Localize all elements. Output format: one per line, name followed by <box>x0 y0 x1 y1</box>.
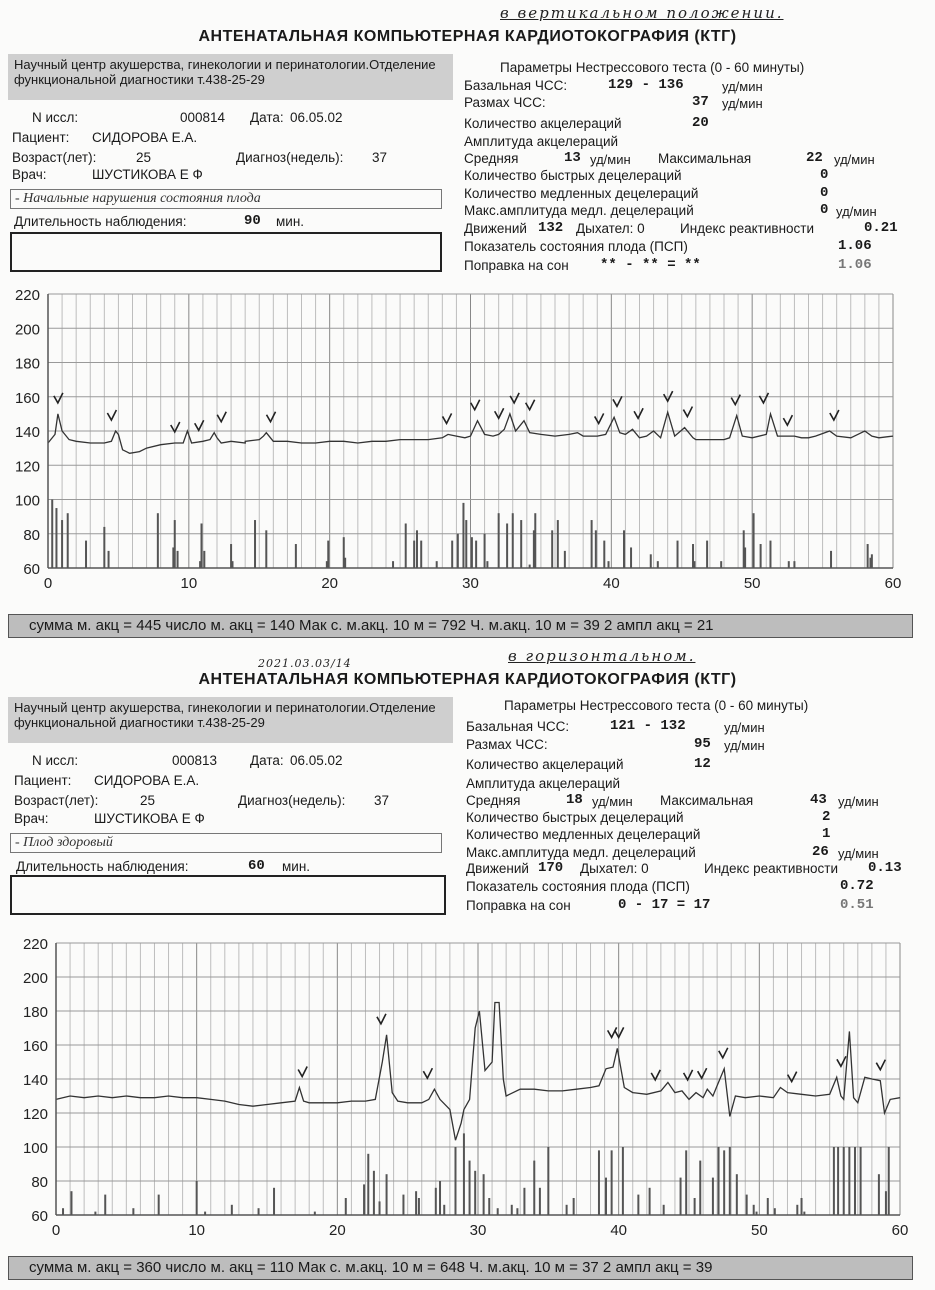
acceleration-mark <box>788 1072 797 1082</box>
max-slow-decel-label: Макс.амплитуда медл. децелераций <box>466 845 696 860</box>
slow-decel-label: Количество медленных децелераций <box>466 827 701 842</box>
basal-hr-label: Базальная ЧСС: <box>464 78 568 93</box>
psp-value: 0.72 <box>840 878 874 894</box>
acceleration-mark <box>217 412 226 422</box>
x-tick-label: 40 <box>602 575 620 592</box>
report-title: АНТЕНАТАЛЬНАЯ КОМПЬЮТЕРНАЯ КАРДИОТОКОГРАФИЯ (КТГ) <box>198 28 737 45</box>
summary-bar: сумма м. акц = 360 число м. акц = 110 Мак с. м.акц. 10 м = 648 Ч. м.акц. 10 м = 37 2 ампл акц = 39 <box>8 1256 913 1280</box>
acceleration-mark <box>107 410 116 420</box>
max-slow-decel-value: 26 <box>812 844 829 860</box>
reactivity-label: Индекс реактивности <box>680 221 815 236</box>
institution-block: Научный центр акушерства, гинекологии и перинатологии.Отделение функциональной диагностики т.438-25-29 <box>8 697 453 743</box>
basal-hr-unit: уд/мин <box>722 79 763 94</box>
fast-decel-value: 2 <box>822 809 831 825</box>
movements-label: Движений <box>466 861 529 876</box>
accel-count-label: Количество акцелераций <box>466 757 624 772</box>
doctor-name: ШУСТИКОВА Е Ф <box>92 167 203 182</box>
max-unit: уд/мин <box>834 152 875 167</box>
fast-decel-label: Количество быстрых децелераций <box>464 168 682 183</box>
max-value: 43 <box>810 792 827 808</box>
accel-count-label: Количество акцелераций <box>464 116 622 131</box>
x-tick-label: 10 <box>188 1222 206 1239</box>
mean-value: 18 <box>566 792 583 808</box>
y-tick-label: 60 <box>31 1208 48 1225</box>
sleep-correction-formula: 0 - 17 = 17 <box>618 897 711 913</box>
acceleration-mark <box>267 412 276 422</box>
x-tick-label: 20 <box>321 575 339 592</box>
acceleration-mark <box>613 396 622 406</box>
params-title: Параметры Нестрессового теста (0 - 60 минуты) <box>500 60 805 75</box>
y-tick-label: 140 <box>14 424 40 441</box>
y-tick-label: 220 <box>22 936 48 953</box>
max-slow-decel-unit: уд/мин <box>836 204 877 219</box>
basal-hr-unit: уд/мин <box>724 720 765 735</box>
handwritten-note: в горизонтальном. <box>508 647 696 665</box>
notes-box <box>10 875 446 915</box>
x-tick-label: 60 <box>884 575 902 592</box>
breathing-label: Дыхател: 0 <box>580 861 649 876</box>
mean-label: Средняя <box>466 793 521 808</box>
x-tick-label: 20 <box>328 1222 346 1239</box>
acceleration-mark <box>634 408 643 418</box>
y-tick-label: 100 <box>22 1140 48 1157</box>
y-tick-label: 180 <box>22 1004 48 1021</box>
acceleration-mark <box>510 393 519 403</box>
sleep-correction-label: Поправка на сон <box>466 898 571 913</box>
age-value: 25 <box>136 150 152 165</box>
doctor-name: ШУСТИКОВА Е Ф <box>94 811 205 826</box>
movements-label: Движений <box>464 221 527 236</box>
ctg-chart <box>0 925 935 1250</box>
breathing-label: Дыхател: 0 <box>576 221 645 236</box>
gestation-label: Диагноз(недель): <box>236 150 344 165</box>
params-title: Параметры Нестрессового теста (0 - 60 минуты) <box>504 698 809 713</box>
acceleration-mark <box>423 1068 432 1078</box>
acceleration-mark <box>471 400 480 410</box>
gestation-label: Диагноз(недель): <box>238 793 346 808</box>
duration-value: 60 <box>248 858 265 874</box>
doctor-label: Врач: <box>14 811 49 826</box>
date-value: 06.05.02 <box>290 110 343 125</box>
notes-box <box>10 232 442 272</box>
acceleration-mark <box>298 1067 307 1077</box>
x-tick-label: 50 <box>750 1222 768 1239</box>
patient-name: СИДОРОВА Е.А. <box>92 130 198 145</box>
basal-hr-value: 121 - 132 <box>610 718 686 734</box>
max-label: Максимальная <box>658 151 752 166</box>
max-label: Максимальная <box>660 793 754 808</box>
x-tick-label: 10 <box>180 575 198 592</box>
acceleration-mark <box>377 1014 386 1024</box>
ctg-report-horizontal <box>0 645 935 1290</box>
duration-value: 90 <box>244 213 261 229</box>
y-tick-label: 80 <box>23 526 40 544</box>
y-tick-label: 200 <box>22 970 48 987</box>
accel-count-value: 20 <box>692 115 709 131</box>
patient-name: СИДОРОВА Е.А. <box>94 773 200 788</box>
x-tick-label: 0 <box>43 575 53 592</box>
ctg-chart <box>0 282 935 602</box>
diagnosis-box: - Начальные нарушения состояния плода <box>10 189 442 209</box>
x-tick-label: 50 <box>743 575 761 592</box>
duration-label: Длительность наблюдения: <box>14 214 187 229</box>
max-unit: уд/мин <box>838 794 879 809</box>
mean-value: 13 <box>564 150 581 166</box>
date-label: Дата: <box>250 110 284 125</box>
sleep-correction-label: Поправка на сон <box>464 258 569 273</box>
acceleration-mark <box>837 1056 846 1066</box>
acceleration-mark <box>683 407 692 417</box>
age-value: 25 <box>140 793 156 808</box>
y-tick-label: 120 <box>14 458 40 476</box>
gestation-value: 37 <box>374 793 390 808</box>
accel-count-value: 12 <box>694 756 711 772</box>
acceleration-mark <box>830 410 839 420</box>
acceleration-mark <box>195 420 204 430</box>
mean-label: Средняя <box>464 151 519 166</box>
acceleration-mark <box>595 413 604 423</box>
accel-amp-label: Амплитуда акцелераций <box>464 134 619 149</box>
y-tick-label: 180 <box>14 355 40 373</box>
acceleration-mark <box>54 393 63 403</box>
acceleration-mark <box>698 1068 707 1078</box>
slow-decel-value: 1 <box>822 826 831 842</box>
acceleration-mark <box>876 1060 885 1070</box>
study-number-label: N иссл: <box>32 753 79 768</box>
x-tick-label: 60 <box>891 1222 909 1239</box>
hr-range-value: 95 <box>694 736 711 752</box>
gestation-value: 37 <box>372 150 388 165</box>
duration-unit: мин. <box>282 859 311 874</box>
y-tick-label: 80 <box>31 1174 48 1191</box>
acceleration-mark <box>684 1070 693 1080</box>
y-tick-label: 200 <box>14 321 40 339</box>
y-tick-label: 160 <box>22 1038 48 1055</box>
slow-decel-label: Количество медленных децелераций <box>464 186 699 201</box>
sleep-correction-result: 1.06 <box>838 257 872 273</box>
acceleration-mark <box>783 415 792 425</box>
basal-hr-label: Базальная ЧСС: <box>466 719 570 734</box>
duration-unit: мин. <box>276 214 305 229</box>
movements-value: 170 <box>538 860 564 876</box>
study-number: 000813 <box>172 753 218 768</box>
reactivity-label: Индекс реактивности <box>704 861 839 876</box>
accel-amp-label: Амплитуда акцелераций <box>466 776 621 791</box>
movements-value: 132 <box>538 220 564 236</box>
acceleration-mark <box>759 393 768 403</box>
hr-range-unit: уд/мин <box>724 738 765 753</box>
y-tick-label: 100 <box>14 492 40 510</box>
handwritten-note: в вертикальном положении. <box>500 4 784 22</box>
study-number-label: N иссл: <box>32 110 79 125</box>
x-tick-label: 30 <box>469 1222 487 1239</box>
psp-label: Показатель состояния плода (ПСП) <box>464 239 688 254</box>
age-label: Возраст(лет): <box>12 150 97 165</box>
reactivity-value: 0.21 <box>864 220 898 236</box>
summary-bar: сумма м. акц = 445 число м. акц = 140 Мак с. м.акц. 10 м = 792 Ч. м.акц. 10 м = 39 2 ампл акц = 21 <box>8 614 913 638</box>
y-tick-label: 220 <box>14 287 40 304</box>
psp-label: Показатель состояния плода (ПСП) <box>466 879 690 894</box>
y-tick-label: 60 <box>23 561 40 578</box>
fast-decel-label: Количество быстрых децелераций <box>466 810 684 825</box>
acceleration-mark <box>443 413 452 423</box>
max-slow-decel-unit: уд/мин <box>838 846 879 861</box>
doctor-label: Врач: <box>12 167 47 182</box>
institution-block: Научный центр акушерства, гинекологии и перинатологии.Отделение функциональной диагностики т.438-25-29 <box>8 54 453 100</box>
reactivity-value: 0.13 <box>868 860 902 876</box>
mean-unit: уд/мин <box>590 152 631 167</box>
acceleration-mark <box>731 395 740 405</box>
x-tick-label: 0 <box>51 1222 61 1239</box>
study-number: 000814 <box>180 110 226 125</box>
y-tick-label: 120 <box>22 1106 48 1123</box>
hr-range-unit: уд/мин <box>722 96 763 111</box>
max-slow-decel-label: Макс.амплитуда медл. децелераций <box>464 203 694 218</box>
mean-unit: уд/мин <box>592 794 633 809</box>
acceleration-mark <box>651 1070 660 1080</box>
date-value: 06.05.02 <box>290 753 343 768</box>
duration-label: Длительность наблюдения: <box>16 859 189 874</box>
y-tick-label: 140 <box>22 1072 48 1089</box>
sleep-correction-formula: ** - ** = ** <box>600 257 701 273</box>
hr-range-label: Размах ЧСС: <box>464 95 546 110</box>
handwritten-code: 2021.03.03/14 <box>258 657 352 670</box>
diagnosis-box: - Плод здоровый <box>10 833 442 853</box>
sleep-correction-result: 0.51 <box>840 897 874 913</box>
x-tick-label: 40 <box>610 1222 628 1239</box>
age-label: Возраст(лет): <box>14 793 99 808</box>
psp-value: 1.06 <box>838 238 872 254</box>
slow-decel-value: 0 <box>820 185 829 201</box>
date-label: Дата: <box>250 753 284 768</box>
patient-label: Пациент: <box>12 130 70 145</box>
y-tick-label: 160 <box>14 389 40 407</box>
x-tick-label: 30 <box>462 575 479 592</box>
max-value: 22 <box>806 150 823 166</box>
report-title: АНТЕНАТАЛЬНАЯ КОМПЬЮТЕРНАЯ КАРДИОТОКОГРАФИЯ (КТГ) <box>198 671 737 688</box>
max-slow-decel-value: 0 <box>820 202 829 218</box>
hr-range-label: Размах ЧСС: <box>466 737 548 752</box>
hr-range-value: 37 <box>692 94 709 110</box>
acceleration-mark <box>719 1048 728 1058</box>
patient-label: Пациент: <box>14 773 72 788</box>
fast-decel-value: 0 <box>820 167 829 183</box>
basal-hr-value: 129 - 136 <box>608 77 684 93</box>
